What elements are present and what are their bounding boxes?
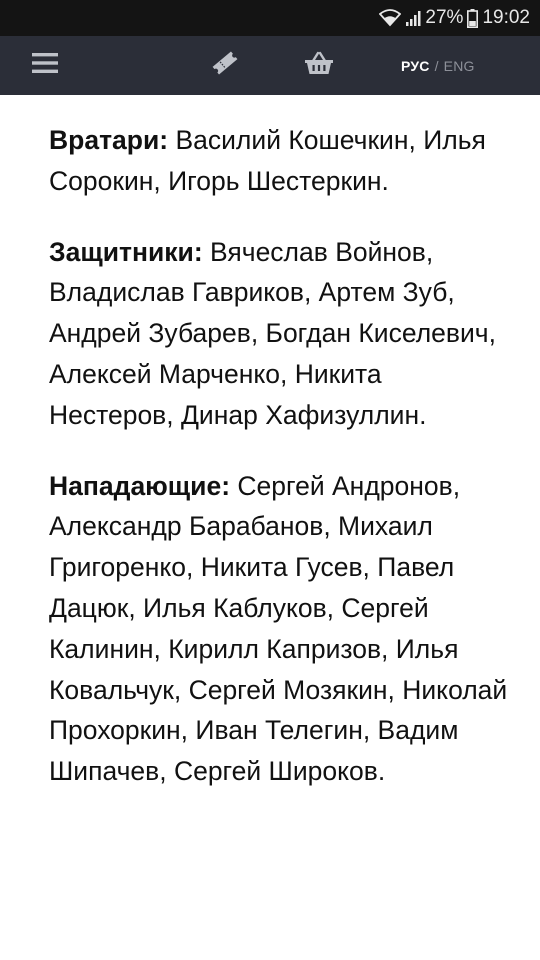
defensemen-paragraph — [49, 232, 509, 436]
clock: 19:02 — [482, 7, 530, 28]
ticket-icon — [210, 50, 240, 81]
goalies-paragraph — [49, 120, 509, 202]
forwards-names: Сергей Андронов, Александр Барабанов, Михаил Григоренко, Никита Гусев, Павел Дацюк, Илья Каблуков, Сергей Калинин, Кирилл Капризов, Илья Ковальчук, Сергей Мозякин, Николай Прохоркин, Иван Телегин, Вадим Шипачев, Сергей Широков. — [49, 470, 508, 787]
top-nav — [0, 36, 540, 95]
lang-ru-link[interactable]: РУС — [401, 57, 430, 74]
basket-icon — [304, 51, 334, 80]
forwards-label: Нападающие: — [49, 470, 231, 501]
lang-separator: / — [434, 57, 439, 74]
language-switcher — [401, 36, 475, 95]
goalies-label: Вратари: — [49, 125, 169, 155]
hamburger-icon — [32, 52, 58, 79]
roster-content — [49, 120, 509, 822]
battery-icon — [467, 9, 478, 28]
wifi-icon — [379, 9, 401, 27]
lang-en-link[interactable]: ENG — [443, 57, 475, 74]
defensemen-names: Вячеслав Войнов, Владислав Гавриков, Артем Зуб, Андрей Зубарев, Богдан Киселевич, Алексей Марченко, Никита Нестеров, Динар Хафизуллин. — [49, 236, 496, 430]
battery-percent: 27% — [425, 7, 464, 28]
tickets-button[interactable] — [208, 36, 242, 95]
defensemen-label: Защитники: — [49, 236, 203, 267]
status-bar — [0, 0, 540, 36]
status-indicators — [379, 0, 530, 36]
signal-icon — [405, 9, 421, 27]
menu-button[interactable] — [30, 36, 60, 95]
forwards-paragraph — [49, 466, 509, 792]
cart-button[interactable] — [302, 36, 336, 95]
goalies-names: Василий Кошечкин, Илья Сорокин, Игорь Шестеркин. — [49, 125, 486, 196]
